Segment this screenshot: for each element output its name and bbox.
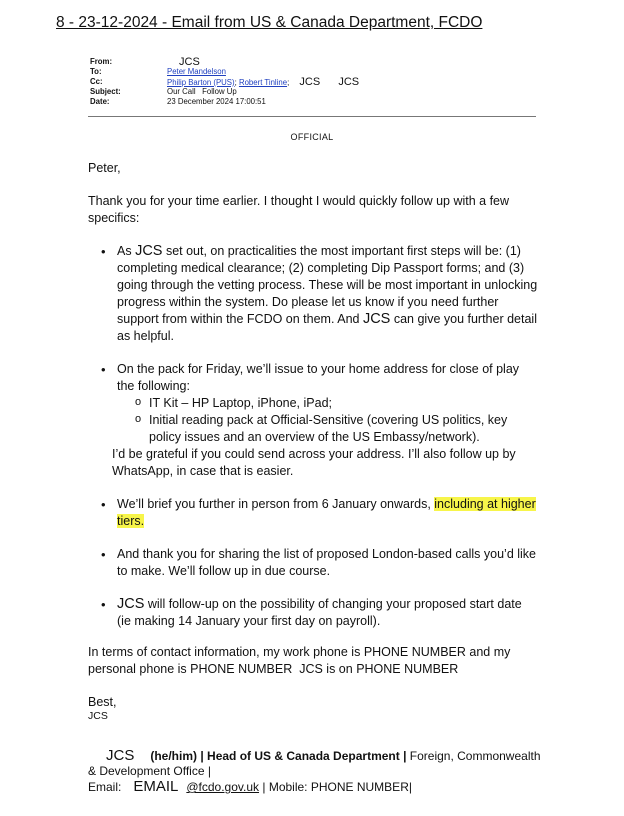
intro-paragraph: Thank you for your time earlier. I thought I would quickly follow up with a few specifics: [88, 194, 510, 225]
signature-mobile-tail: | [408, 780, 412, 794]
sub-item-reading-pack: o Initial reading pack at Official-Sensitive (covering US politics, key policy issues and an overview of the US Embassy/network). [135, 412, 538, 446]
cc-redaction-2: JCS [338, 76, 360, 88]
redaction-phone: PHONE NUMBER [363, 645, 466, 659]
signature-email-label: Email: [88, 780, 122, 794]
sub-item-it-kit: o IT Kit – HP Laptop, iPhone, iPad; [135, 395, 538, 412]
signature-mobile-label: | Mobile: [259, 780, 311, 794]
sub-list [117, 395, 538, 446]
bullet-1-text-a: As [117, 244, 136, 258]
cc-row [90, 77, 359, 87]
to-label: To: [90, 67, 102, 76]
email-header [90, 57, 359, 107]
bullet-5-text: will follow-up on the possibility of changing your proposed start date (ie making 14 January your first day on payroll). [117, 597, 522, 628]
contact-text-b: and my personal phone is [88, 645, 511, 676]
cc-link-tinline[interactable]: Robert Tinline [238, 78, 288, 87]
contact-paragraph [88, 644, 538, 678]
cc-separator: ; [234, 78, 237, 87]
date-row [90, 97, 359, 107]
from-label: From: [90, 57, 113, 66]
bullet-start-date [88, 596, 538, 630]
bullet-2-text: On the pack for Friday, we’ll issue to your home address for close of play the following: [117, 362, 520, 393]
bullet-london-calls: • And thank you for sharing the list of proposed London-based calls you’d like to make. We’ll follow up in due course. [88, 546, 538, 580]
from-row [90, 57, 359, 67]
contact-text-a: In terms of contact information, my work phone is [88, 645, 364, 659]
classification-label: OFFICIAL [290, 132, 334, 142]
to-link[interactable]: Peter Mandelson [167, 67, 226, 76]
date-value: 23 December 2024 17:00:51 [167, 97, 266, 106]
bullet-1-text-b: set out, on practicalities the most important first steps will be: (1) completing medical clearance; (2) completing Dip Passport forms; and (3) going through the vetting process. These will be most important in unlocking progress within the system. Do please let us know if you need further support from within the FCDO on them. And [117, 244, 538, 326]
from-value: JCS [179, 56, 200, 68]
redaction-jcs: JCS [117, 596, 145, 612]
signature-role: (he/him) | Head of US & Canada Department | [150, 749, 407, 763]
signoff: Best, [88, 695, 117, 709]
signoff-name: JCS [88, 710, 108, 722]
subject-value: Our Call Follow Up [167, 87, 237, 96]
contact-text-c: is on [322, 662, 357, 676]
highlighted-text: including at higher tiers. [117, 497, 536, 528]
bullet-list [88, 243, 538, 630]
redaction-jcs: JCS [362, 311, 391, 327]
cc-link-barton[interactable]: Philip Barton (PUS) [167, 78, 235, 87]
date-label: Date: [90, 97, 110, 106]
bullet-1-text-c: can give you further detail as helpful. [117, 312, 537, 343]
signature-org-1: Foreign, Commonwealth & Development Office | [88, 749, 541, 778]
signature-line-1 [88, 748, 548, 779]
header-divider [88, 116, 536, 117]
signature-block [88, 748, 548, 795]
bullet-3-text: We’ll brief you further in person from 6 January onwards, [117, 497, 435, 511]
redaction-phone: PHONE NUMBER [310, 780, 409, 794]
bullet-pack-friday [88, 361, 538, 480]
cc-tail: ; [287, 78, 290, 87]
bullet-practicalities [88, 243, 538, 345]
greeting: Peter, [88, 161, 121, 175]
cc-redaction-1: JCS [299, 76, 321, 88]
email-body [88, 160, 538, 722]
redaction-phone: PHONE NUMBER [190, 662, 293, 676]
document-title: 8 - 23-12-2024 - Email from US & Canada Department, FCDO [56, 14, 483, 31]
cc-label: Cc: [90, 77, 103, 86]
redaction-jcs: JCS [135, 243, 163, 259]
bullet-brief [88, 496, 538, 530]
subject-row [90, 87, 359, 97]
bullet-2-followup: I’d be grateful if you could send across your address. I’ll also follow up by WhatsApp, in case that is easier. [112, 447, 516, 478]
signature-line-2 [88, 779, 548, 795]
subject-label: Subject: [90, 87, 121, 96]
signature-name: JCS [106, 747, 135, 764]
redaction-jcs: JCS [299, 662, 323, 676]
email-domain-link[interactable]: @fcdo.gov.uk [186, 780, 260, 794]
redaction-phone: PHONE NUMBER [356, 662, 459, 676]
redaction-email: EMAIL [133, 778, 179, 795]
